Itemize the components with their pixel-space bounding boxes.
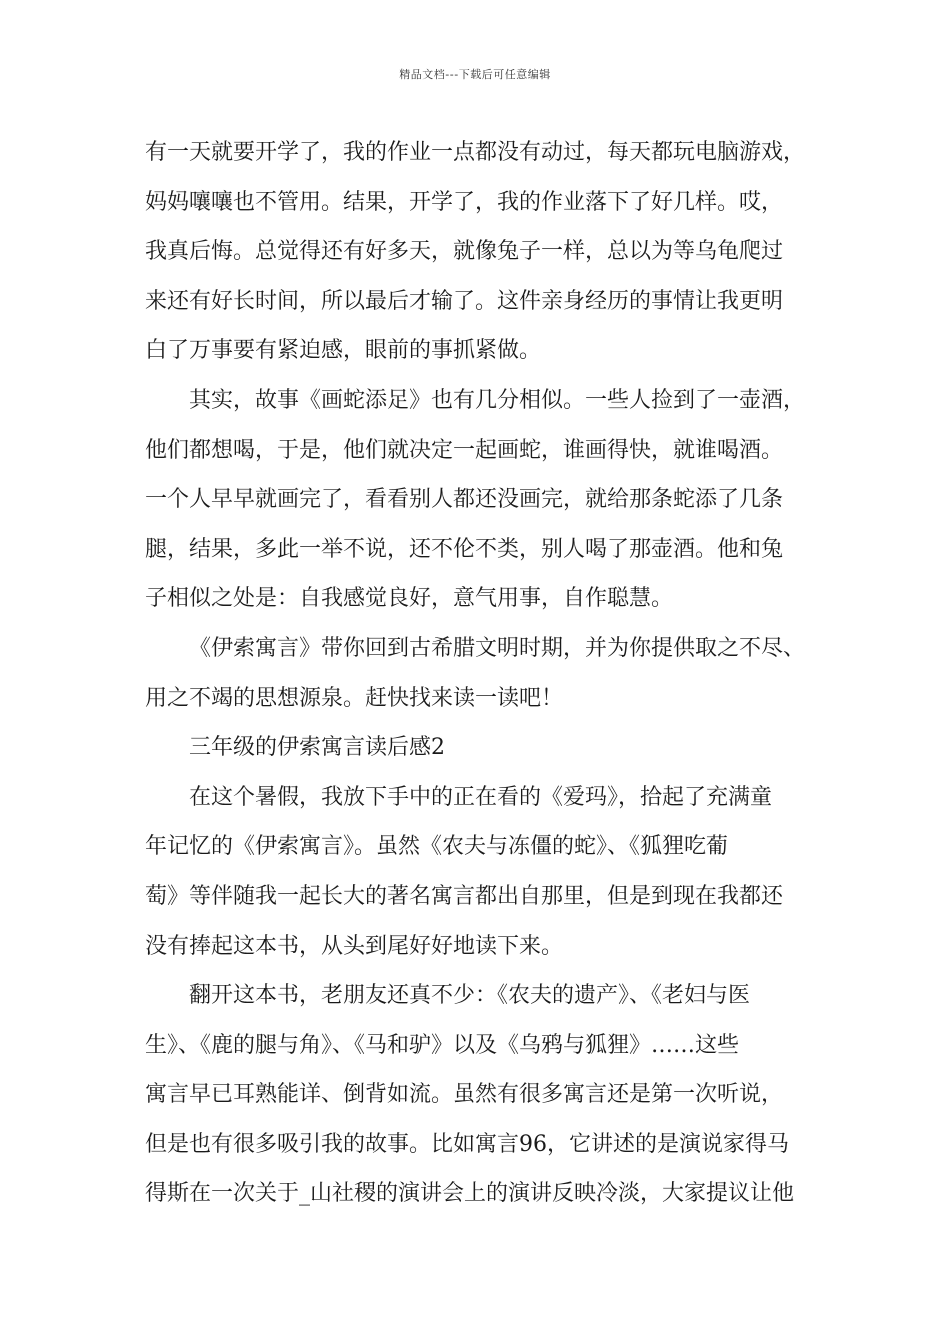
text-line: 年记忆的《伊索寓言》。虽然《农夫与冻僵的蛇》、《狐狸吃葡 [145, 834, 729, 860]
text-line: 其实，故事《画蛇添足》也有几分相似。一些人捡到了一壶酒， [189, 387, 806, 413]
text-line: 寓言早已耳熟能详、倒背如流。虽然有很多寓言还是第一次听说， [145, 1082, 784, 1108]
text-line: 在这个暑假，我放下手中的正在看的《爱玛》，拾起了充满童 [189, 784, 773, 810]
text-line: 生》、《鹿的腿与角》、《马和驴》以及《乌鸦与狐狸》……这些 [145, 1032, 740, 1058]
page-header: 精品文档---下载后可任意编辑 [399, 68, 551, 81]
text-line: 子相似之处是：自我感觉良好，意气用事，自作聪慧。 [145, 586, 674, 612]
text-line: 翻开这本书，老朋友还真不少：《农夫的遗产》、《老妇与医 [189, 983, 751, 1009]
text-line: 有一天就要开学了，我的作业一点都没有动过，每天都玩电脑游戏， [145, 140, 806, 165]
text-line: 《伊索寓言》带你回到古希腊文明时期，并为你提供取之不尽、 [189, 635, 806, 661]
body-text [145, 128, 825, 1219]
text-line: 一个人早早就画完了，看看别人都还没画完，就给那条蛇添了几条 [145, 487, 784, 513]
text-line: 没有捧起这本书，从头到尾好好地读下来。 [145, 933, 564, 959]
text-line: 我真后悔。总觉得还有好多天，就像兔子一样，总以为等乌龟爬过 [145, 239, 784, 265]
text-line: 妈妈嚷嚷也不管用。结果，开学了，我的作业落下了好几样。哎， [145, 189, 784, 215]
text-line: 三年级的伊索寓言读后感2 [189, 735, 445, 761]
text-line: 萄》等伴随我一起长大的著名寓言都出自那里，但是到现在我都还 [145, 883, 784, 909]
text-line: 腿，结果，多此一举不说，还不伦不类，别人喝了那壶酒。他和兔 [145, 536, 784, 562]
text-line: 他们都想喝，于是，他们就决定一起画蛇，谁画得快，就谁喝酒。 [145, 437, 784, 463]
text-line: 白了万事要有紧迫感，眼前的事抓紧做。 [145, 338, 542, 364]
text-line: 但是也有很多吸引我的故事。比如寓言96，它讲述的是演说家得马 [145, 1131, 789, 1157]
text-line: 得斯在一次关于_山社稷的演讲会上的演讲反映冷淡，大家提议让他 [145, 1181, 795, 1207]
text-line: 用之不竭的思想源泉。赶快找来读一读吧！ [145, 685, 564, 711]
text-line: 来还有好长时间，所以最后才输了。这件亲身经历的事情让我更明 [145, 288, 784, 314]
